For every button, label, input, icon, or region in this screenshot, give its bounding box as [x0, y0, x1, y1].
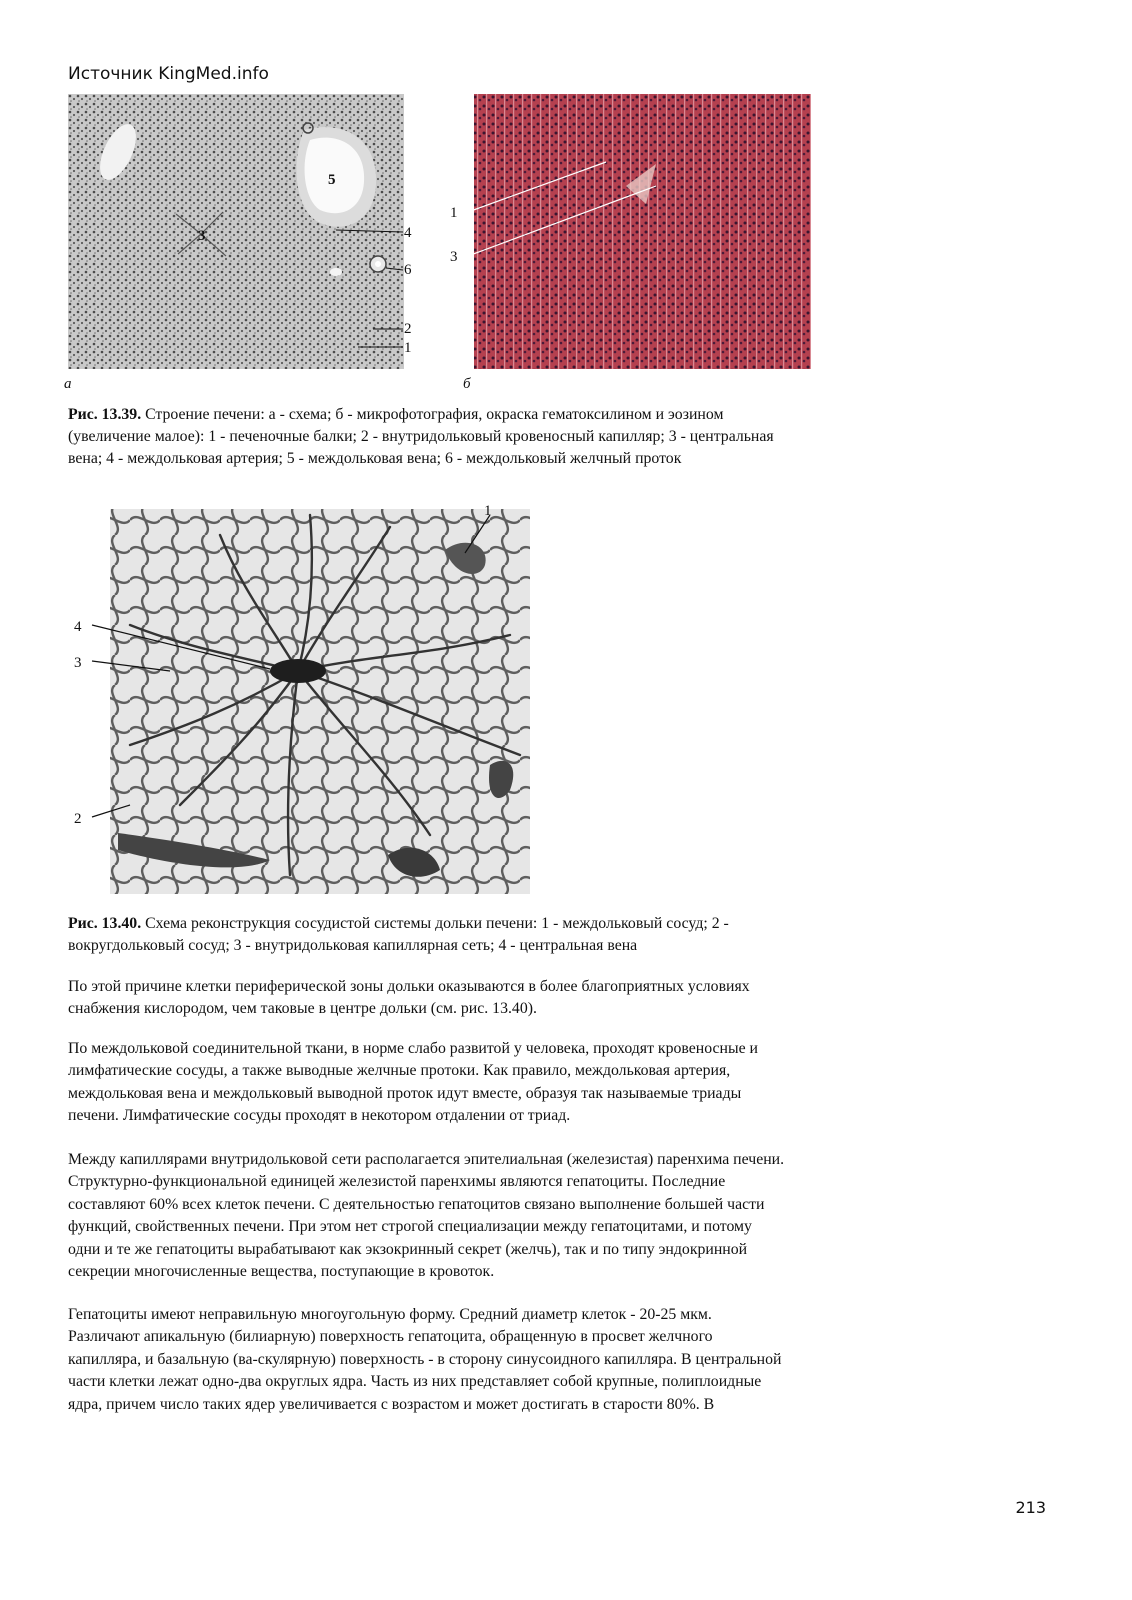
fig39a-label-6: 6: [404, 262, 412, 278]
paragraph-3-line-4: функций, свойственных печени. При этом нет строгой специализации между гепатоцитами, и потому: [68, 1218, 752, 1236]
paragraph-3-line-3: составляют 60% всех клеток печени. С деятельностью гепатоцитов связано выполнение большей части: [68, 1195, 765, 1213]
paragraph-2-line-4: печени. Лимфатические сосуды проходят в некотором отдалении от триад.: [68, 1107, 571, 1125]
figure-13-39-caption: [68, 404, 774, 470]
figure-13-39-b-micrograph: [446, 94, 829, 378]
fig39a-label-1: 1: [404, 340, 412, 356]
paragraph-2: [68, 1038, 1068, 1128]
fig39a-label-4: 4: [404, 225, 412, 241]
caption-40-line-1: Схема реконструкция сосудистой системы дольки печени: 1 - междольковый сосуд; 2 -: [145, 915, 729, 932]
paragraph-4-line-2: Различают апикальную (билиарную) поверхность гепатоцита, обращенную в просвет желчного: [68, 1328, 713, 1346]
fig39a-label-3: 3: [198, 228, 206, 244]
fig39a-label-5: 5: [328, 172, 336, 188]
paragraph-4-line-1: Гепатоциты имеют неправильную многоугольную форму. Средний диаметр клеток - 20-25 мкм.: [68, 1306, 712, 1323]
figure-13-39-a-schema: [68, 94, 412, 378]
source-label: Источник KingMed.info: [68, 64, 269, 84]
paragraph-4-line-4: части клетки лежат одно-два округлых ядра. Часть из них представляет собой крупные, полиплоидные: [68, 1373, 762, 1391]
caption-39-number: Рис. 13.39.: [68, 406, 142, 423]
paragraph-1-line-1: По этой причине клетки периферической зоны дольки оказываются в более благоприятных условиях: [68, 978, 750, 995]
paragraph-2-line-3: междольковая вена и междольковый выводной проток идут вместе, образуя так называемые триады: [68, 1084, 742, 1102]
paragraph-4-line-3: капилляра, и базальную (ва-скулярную) поверхность - в сторону синусоидного капилляра. В центральной: [68, 1350, 782, 1368]
figure-13-40-caption: [68, 913, 729, 957]
caption-39-line-1: Строение печени: а - схема; б - микрофотография, окраска гематоксилином и эозином: [145, 406, 724, 423]
fig39b-label-3: 3: [450, 249, 458, 265]
fig40-label-2: 2: [74, 811, 82, 827]
fig39a-label-2: 2: [404, 321, 412, 337]
paragraph-2-line-2: лимфатические сосуды, а также выводные желчные протоки. Как правило, междольковая артерия,: [68, 1062, 731, 1080]
fig40-label-3: 3: [74, 655, 82, 671]
paragraph-2-line-1: По междольковой соединительной ткани, в норме слабо развитой у человека, проходят кровеносные и: [68, 1040, 759, 1057]
paragraph-3-line-1: Между капиллярами внутридольковой сети располагается эпителиальная (железистая) паренхима печени.: [68, 1151, 785, 1168]
paragraph-3-line-6: секреции многочисленные вещества, поступающие в кровоток.: [68, 1263, 495, 1281]
page-number: 213: [1015, 1498, 1046, 1517]
fig39b-label-1: 1: [450, 205, 458, 221]
figure-13-40-vascular-network: [70, 505, 550, 910]
sublabel-a: а: [64, 376, 72, 392]
paragraph-3: [68, 1149, 1068, 1283]
caption-40-number: Рис. 13.40.: [68, 915, 142, 932]
paragraph-4-line-5: ядра, причем число таких ядер увеличивается с возрастом и может достигать в старости 80%. В: [68, 1395, 715, 1413]
fig40-label-1: 1: [484, 505, 492, 519]
fig40-label-4: 4: [74, 619, 82, 635]
sublabel-b: б: [463, 376, 471, 392]
paragraph-3-line-2: Структурно-функциональной единицей железистой паренхимы являются гепатоциты. Последние: [68, 1173, 726, 1191]
caption-40-line-2: вокругдольковый сосуд; 3 - внутридольковая капиллярная сеть; 4 - центральная вена: [68, 937, 638, 954]
caption-39-line-2: (увеличение малое): 1 - печеночные балки; 2 - внутридольковый кровеносный капилляр; 3 - центральная: [68, 428, 774, 445]
caption-39-line-3: вена; 4 - междольковая артерия; 5 - междольковая вена; 6 - междольковый желчный проток: [68, 450, 682, 467]
paragraph-1: [68, 976, 1068, 1021]
paragraph-1-line-2: снабжения кислородом, чем таковые в центре дольки (см. рис. 13.40).: [68, 1000, 537, 1018]
paragraph-4: [68, 1304, 1068, 1416]
paragraph-3-line-5: одни и те же гепатоциты вырабатывают как экзокринный секрет (желчь), так и по типу эндокринной: [68, 1240, 748, 1258]
